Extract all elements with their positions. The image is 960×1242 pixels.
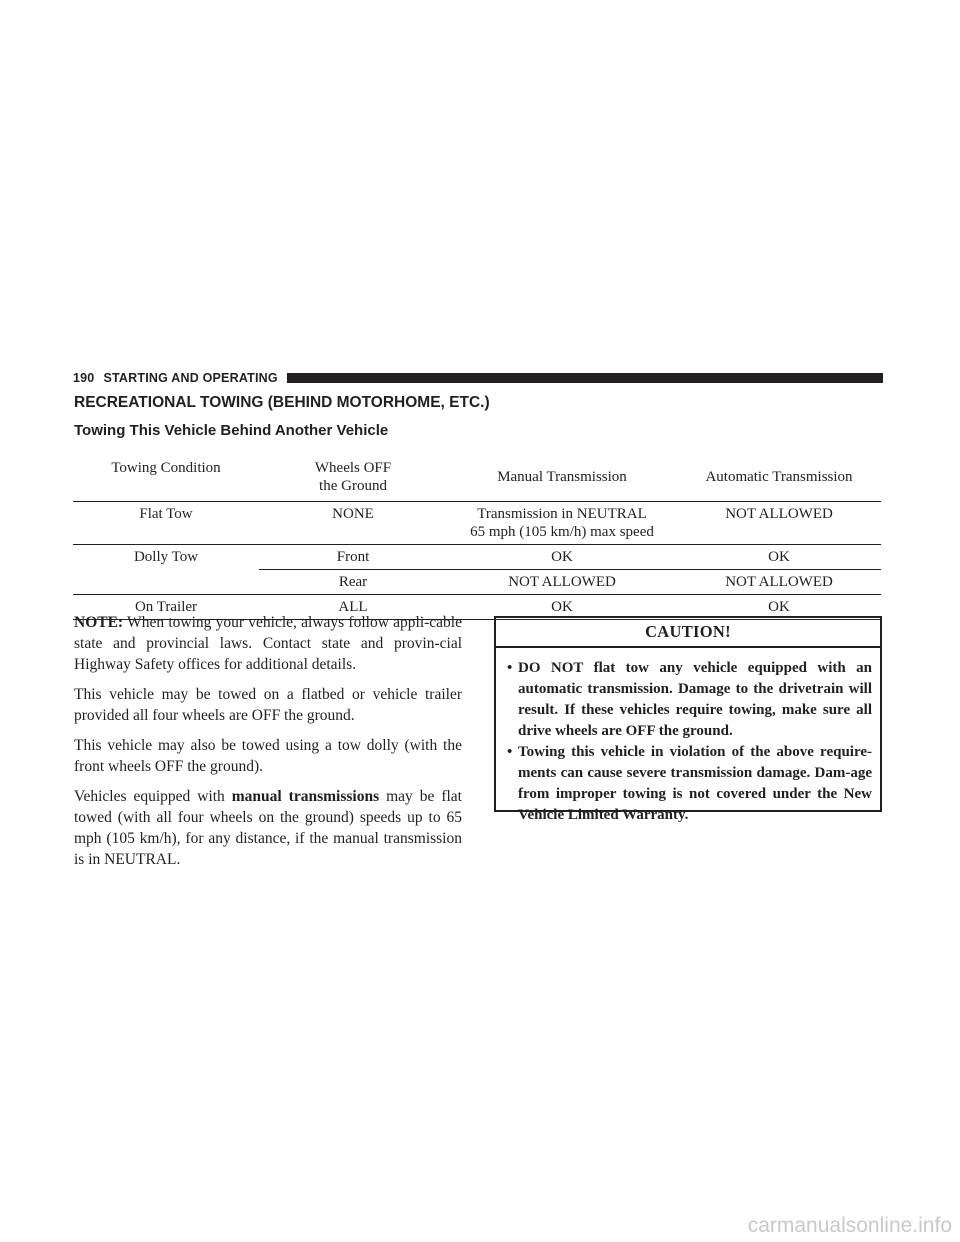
header-rule — [287, 373, 883, 383]
col-header-towing-condition: Towing Condition — [73, 455, 259, 502]
caution-box — [494, 616, 882, 823]
body-text — [74, 612, 462, 879]
col-header-manual: Manual Transmission — [447, 455, 677, 502]
cell-condition: Flat Tow — [73, 502, 259, 545]
cell-automatic: NOT ALLOWED — [677, 570, 881, 595]
cell-manual-line2: 65 mph (105 km/h) max speed — [470, 524, 654, 540]
section-subtitle: Towing This Vehicle Behind Another Vehicle — [74, 422, 389, 439]
caution-item — [507, 658, 872, 742]
cell-manual: NOT ALLOWED — [447, 570, 677, 595]
cell-manual: OK — [447, 545, 677, 570]
note-text: When towing your vehicle, always follow appli-cable state and provincial laws. Contact state and provin-cial Highway Safety offices for additional details. — [74, 614, 462, 673]
cell-automatic: OK — [677, 595, 881, 620]
col-header-wheels-off-text: Wheels OFF the Ground — [314, 460, 392, 494]
cell-wheels: ALL — [259, 595, 447, 620]
note-label: NOTE: — [74, 614, 124, 631]
caution-list — [496, 648, 880, 826]
page-title: RECREATIONAL TOWING (BEHIND MOTORHOME, ETC.) — [74, 394, 490, 411]
bullet-icon: • — [507, 744, 513, 760]
paragraph-flatbed: This vehicle may be towed on a flatbed or vehicle trailer provided all four wheels are OFF the ground. — [74, 686, 462, 724]
paragraph-dolly: This vehicle may also be towed using a tow dolly (with the front wheels OFF the ground). — [74, 737, 462, 775]
manual-text-end: may be flat towed (with all four wheels on the ground) speeds up to 65 mph (105 km/h), for any distance, if the manual transmission is in NEUTRAL. — [74, 788, 462, 868]
caution-title: CAUTION! — [496, 618, 880, 648]
manual-text-bold: manual transmissions — [231, 788, 380, 805]
table-row — [73, 502, 881, 545]
cell-manual — [447, 502, 677, 545]
caution-item-text: Towing this vehicle in violation of the above require-ments can cause severe transmission damage. Dam-age from improper towing is not covered under the New Vehicle Limited Warranty. — [518, 744, 872, 823]
bullet-icon: • — [507, 660, 513, 676]
cell-condition: Dolly Tow — [73, 545, 259, 595]
cell-automatic: OK — [677, 545, 881, 570]
manual-text-start: Vehicles equipped with — [74, 788, 232, 805]
caution-item — [507, 742, 872, 826]
towing-table — [73, 455, 881, 620]
note-paragraph — [74, 612, 462, 675]
page-number: 190 — [73, 371, 95, 385]
section-name: STARTING AND OPERATING — [103, 371, 278, 385]
cell-wheels: Front — [259, 545, 447, 570]
cell-manual: OK — [447, 595, 677, 620]
cell-manual-line1: Transmission in NEUTRAL — [477, 506, 647, 522]
watermark: carmanualsonline.info — [747, 1214, 952, 1237]
cell-condition: On Trailer — [73, 595, 259, 620]
table-row — [73, 545, 881, 570]
caution-item-text: DO NOT flat tow any vehicle equipped with an automatic transmission. Damage to the drivetrain will result. If these vehicles require towing, make sure all drive wheels are OFF the ground. — [518, 660, 872, 739]
col-header-automatic: Automatic Transmission — [677, 455, 881, 502]
table-header-row — [73, 455, 881, 502]
col-header-wheels-off — [259, 455, 447, 502]
cell-wheels: NONE — [259, 502, 447, 545]
cell-automatic: NOT ALLOWED — [677, 502, 881, 545]
running-head — [73, 370, 883, 386]
paragraph-manual — [74, 786, 462, 870]
cell-wheels: Rear — [259, 570, 447, 595]
